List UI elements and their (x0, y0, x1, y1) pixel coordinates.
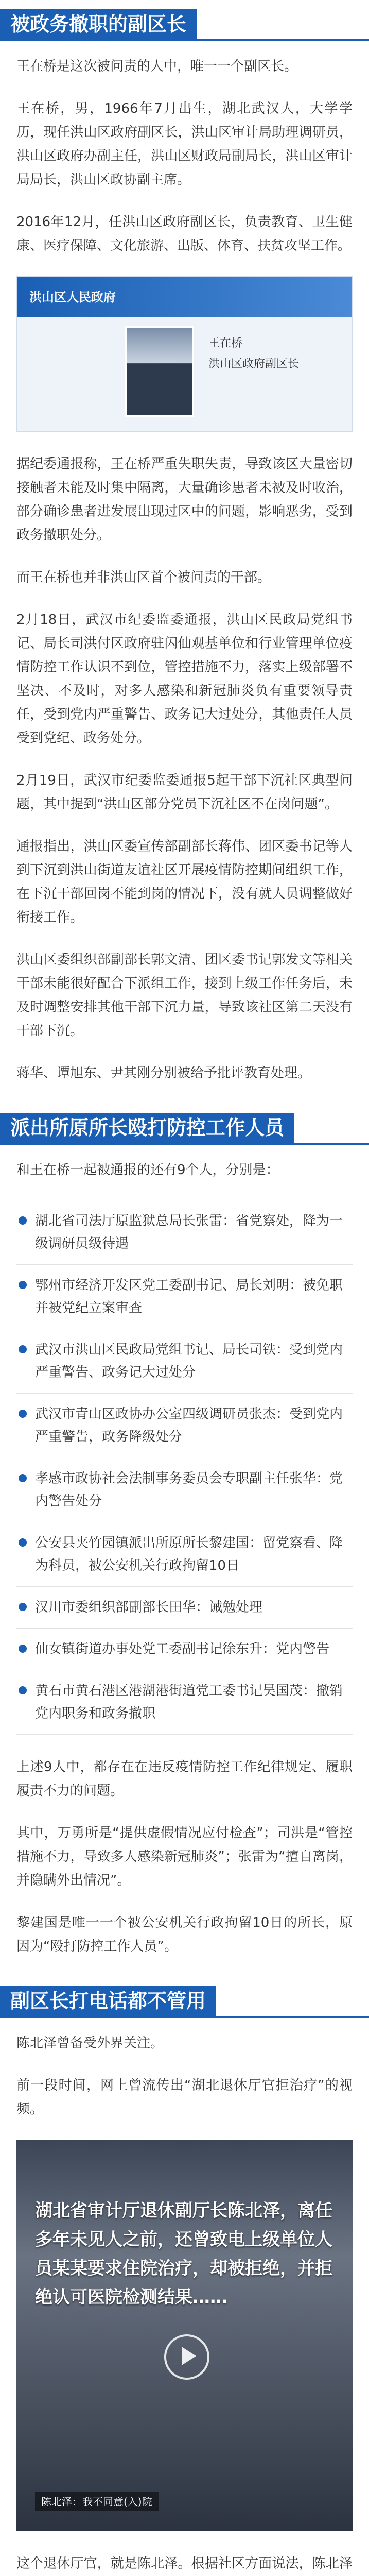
list-item (16, 1265, 353, 1329)
section-heading-3: 副区长打电话都不管用 (0, 1986, 216, 2016)
profile-info (208, 333, 299, 375)
bullet-icon (19, 1645, 27, 1653)
paragraph: 和王在桥一起被通报的还有9个人，分别是： (16, 1162, 279, 1178)
profile-name: 王在桥 (208, 337, 243, 350)
bullet-icon (19, 1686, 27, 1694)
section-rule (0, 2016, 369, 2018)
photo-caption: 湖北省审计厅退休副厅长陈北泽，离任多年未见人之前，还曾致电上级单位人员某某要求住院治疗，却被拒绝，并拒绝认可医院检测结果…… (35, 2200, 332, 2308)
section-content-2 (0, 1158, 369, 1958)
section-content-1 (0, 55, 369, 1085)
list-item (16, 1458, 353, 1522)
profile-card (16, 276, 353, 432)
bullet-icon (19, 1538, 27, 1547)
paragraph: 上述9人中，都存在在违反疫情防控工作纪律规定、履职履责不力的问题。 (16, 1759, 353, 1799)
play-icon[interactable] (164, 2334, 209, 2380)
bullet-icon (19, 1216, 27, 1225)
paragraph: 而王在桥也并非洪山区首个被问责的干部。 (16, 570, 271, 585)
list-item-text: 武汉市青山区政协办公室四级调研员张杰：受到党内严重警告，政务降级处分 (35, 1406, 343, 1445)
paragraph: 前一段时间，网上曾流传出“湖北退休厅官拒治疗”的视频。 (16, 2078, 353, 2117)
list-item-text: 公安县夹竹园镇派出所原所长黎建国：留党察看、降为科员，被公安机关行政拘留10日 (35, 1535, 343, 1573)
bullet-icon (19, 1281, 27, 1289)
list-item-text: 孝感市政协社会法制事务委员会专职副主任张华：党内警告处分 (35, 1471, 343, 1509)
list-item-text: 湖北省司法厅原监狱总局长张雷：省党察处，降为一级调研员级待遇 (35, 1213, 343, 1251)
paragraph: 2016年12月，任洪山区政府副区长，负责教育、卫生健康、医疗保障、文化旅游、出版、体育、扶贫攻坚工作。 (16, 214, 353, 253)
paragraph: 据纪委通报称，王在桥严重失职失责，导致该区大量密切接触者未能及时集中隔离，大量确诊患者未被及时收治，部分确诊患者进发展出现过区中的问题，影响恶劣，受到政务撤职处分。 (16, 456, 353, 543)
paragraph: 王在桥，男，1966年7月出生，湖北武汉人，大学学历，现任洪山区政府副区长，洪山区审计局助理调研员，洪山区政府办副主任，洪山区财政局副局长，洪山区审计局局长，洪山区政协副主席。 (16, 101, 353, 188)
list-item (16, 1587, 353, 1629)
paragraph: 这个退休厅官，就是陈北泽。根据社区方面说法，陈北泽 (16, 2556, 353, 2571)
official-list (16, 1200, 353, 1735)
list-item-text: 汉川市委组织部副部长田华：诫勉处理 (35, 1600, 263, 1615)
profile-banner-text: 洪山区人民政府 (29, 290, 116, 304)
section-rule (0, 1143, 369, 1145)
section-heading-1: 被政务撤职的副区长 (0, 9, 197, 39)
bullet-icon (19, 1410, 27, 1418)
paragraph: 蒋华、谭旭东、尹其刚分别被给予批评教育处理。 (16, 1065, 311, 1081)
list-item (16, 1522, 353, 1587)
photo-tag: 陈北泽：我不同意(入)院 (35, 2492, 159, 2511)
list-item (16, 1629, 353, 1670)
paragraph: 2月18日，武汉市纪委监委通报，洪山区民政局党组书记、局长司洪付区政府驻闪仙观基单位和行业管理单位疫情防控工作认识不到位，管控措施不力，落实上级部署不坚决、不及时，对多人感染和新冠肺炎负有重要领导责任，受到党内严重警告、政务记大过处分，其他责任人员受到党纪、政务处分。 (16, 612, 353, 746)
section-heading-2: 派出所原所长殴打防控工作人员 (0, 1113, 294, 1143)
bullet-icon (19, 1345, 27, 1353)
bullet-icon (19, 1603, 27, 1611)
paragraph: 王在桥是这次被问责的人中，唯一一个副区长。 (16, 59, 298, 74)
list-item (16, 1329, 353, 1394)
paragraph: 其中，万勇所是“提供虚假情况应付检查”；司洪是“管控措施不力，导致多人感染新冠肺炎”；张雷为“擅自离岗，并隐瞒外出情况”。 (16, 1825, 353, 1888)
list-item-text: 黄石市黄石港区港湖港街道党工委书记吴国茂：撤销党内职务和政务撤职 (35, 1683, 343, 1721)
section-rule (0, 39, 369, 41)
paragraph: 通报指出，洪山区委宣传部副部长蒋伟、团区委书记等人到下沉到洪山街道友谊社区开展疫情防控期间组织工作，在下沉干部回岗不能到岗的情况下，没有就人员调整做好衔接工作。 (16, 839, 353, 925)
list-item-text: 仙女镇街道办事处党工委副书记徐东升：党内警告 (35, 1641, 330, 1657)
paragraph: 2月19日，武汉市纪委监委通报5起干部下沉社区典型问题，其中提到“洪山区部分党员下沉社区不在岗问题”。 (16, 773, 353, 812)
list-item (16, 1670, 353, 1735)
bullet-icon (19, 1474, 27, 1482)
paragraph: 洪山区委组织部副部长郭文清、团区委书记郭发文等相关干部未能很好配合下派组工作，接到上级工作任务后，未及时调整安排其他干部下沉力量，导致该社区第二天没有干部下沉。 (16, 952, 353, 1039)
list-item (16, 1200, 353, 1265)
list-item-text: 武汉市洪山区民政局党组书记、局长司铁：受到党内严重警告、政务记大过处分 (35, 1342, 343, 1380)
video-still[interactable] (16, 2140, 353, 2531)
profile-photo (125, 326, 194, 417)
paragraph: 陈北泽曾备受外界关注。 (16, 2036, 164, 2051)
profile-title: 洪山区政府副区长 (208, 358, 300, 370)
section-content-3 (0, 2031, 369, 2576)
list-item (16, 1394, 353, 1458)
paragraph: 黎建国是唯一一个被公安机关行政拘留10日的所长，原因为“殴打防控工作人员”。 (16, 1915, 353, 1954)
list-item-text: 鄂州市经济开发区党工委副书记、局长刘明：被免职并被党纪立案审查 (35, 1278, 343, 1316)
